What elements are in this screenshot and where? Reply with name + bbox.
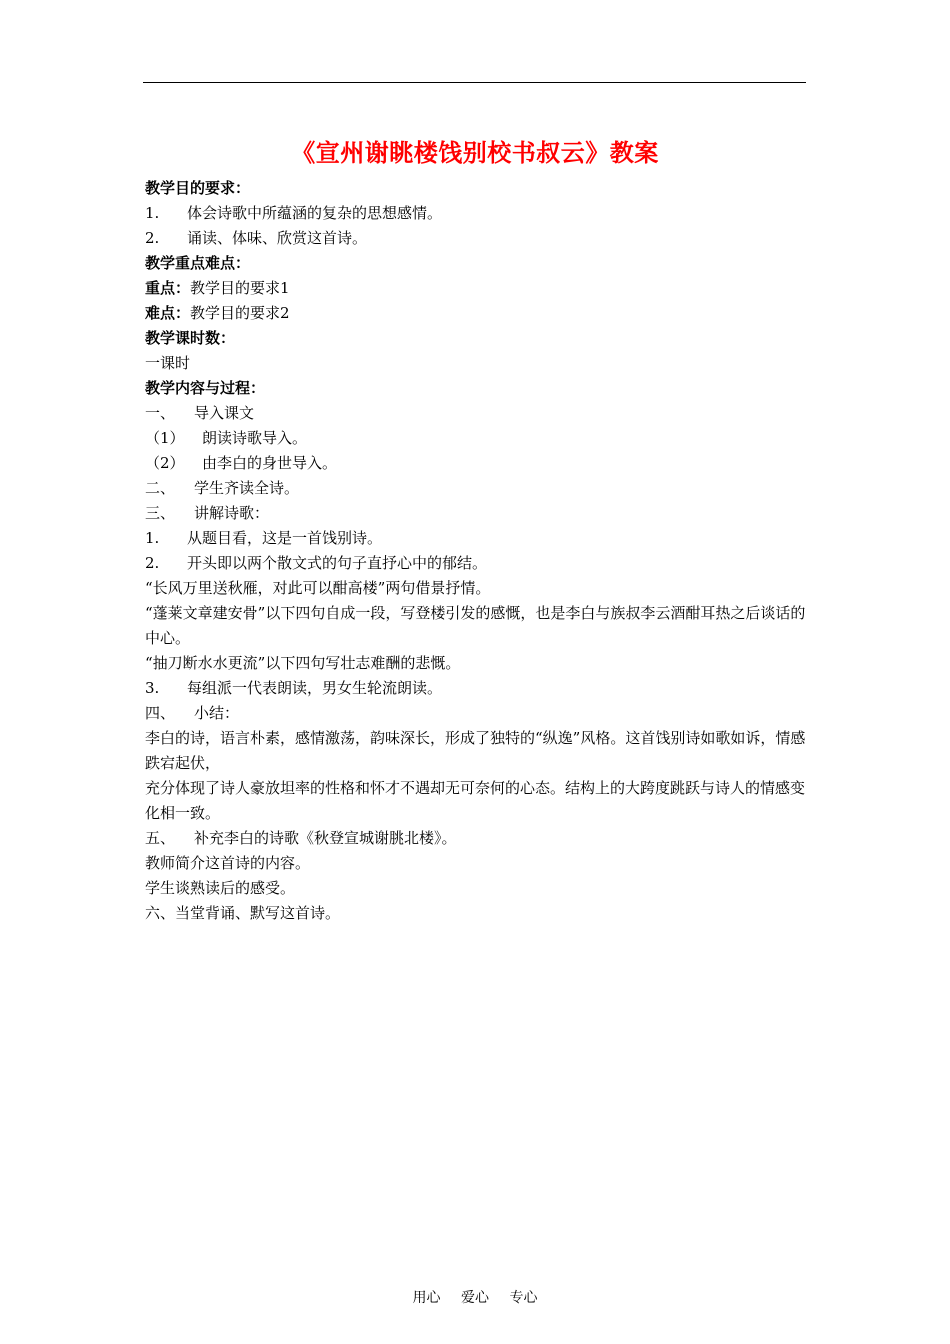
goal-text: 体会诗歌中所蕴涵的复杂的思想感情。 [187, 204, 443, 222]
goal-item [145, 226, 808, 251]
section-one-item [145, 451, 808, 476]
section-three-item [145, 676, 808, 701]
section-number: 三、 [145, 504, 176, 522]
item-text: 由李白的身世导入。 [202, 454, 338, 472]
item-text: 朗读诗歌导入。 [202, 429, 308, 447]
section-three-item [145, 526, 808, 551]
goal-text: 诵读、体味、欣赏这首诗。 [187, 229, 368, 247]
process-heading: 教学内容与过程： [145, 379, 266, 397]
section-number: 四、 [145, 704, 176, 722]
hours-heading: 教学课时数： [145, 329, 236, 347]
focus-label: 重点： [145, 279, 191, 297]
paragraph: 李白的诗，语言朴素，感情激荡，韵味深长，形成了独特的“纵逸”风格。这首饯别诗如歌如诉，情感跌宕起伏， [145, 729, 806, 772]
goals-heading: 教学目的要求： [145, 179, 251, 197]
paragraph: 充分体现了诗人豪放坦率的性格和怀才不遇却无可奈何的心态。结构上的大跨度跳跃与诗人的情感变化相一致。 [145, 779, 806, 822]
section-number: 一、 [145, 404, 176, 422]
item-text: 从题目看，这是一首饯别诗。 [187, 529, 383, 547]
header-rule [143, 82, 806, 83]
section-text: 讲解诗歌： [194, 504, 270, 522]
page-footer [0, 1287, 950, 1307]
section-one-item [145, 426, 808, 451]
section-five [145, 826, 808, 851]
footer-word: 爱心 [461, 1290, 489, 1306]
footer-word: 用心 [412, 1290, 441, 1306]
section-three-item [145, 551, 808, 576]
section-two [145, 476, 808, 501]
item-number: （1） [145, 429, 185, 447]
item-text: 开头即以两个散文式的句子直抒心中的郁结。 [187, 554, 488, 572]
item-text: 每组派一代表朗读，男女生轮流朗读。 [187, 679, 443, 697]
goal-item [145, 201, 808, 226]
item-number: 3. [145, 679, 160, 697]
item-number: 1. [145, 529, 160, 547]
footer-word: 专心 [509, 1290, 538, 1306]
item-number: （2） [145, 454, 185, 472]
section-one [145, 401, 808, 426]
paragraph: “长风万里送秋雁，对此可以酣高楼”两句借景抒情。 [145, 579, 491, 597]
difficulty-label: 难点： [145, 304, 191, 322]
focus-line [145, 276, 808, 301]
paragraph: 教师简介这首诗的内容。 [145, 854, 311, 872]
key-points-heading: 教学重点难点： [145, 254, 251, 272]
section-text: 补充李白的诗歌《秋登宣城谢朓北楼》。 [194, 829, 457, 847]
document-body [145, 176, 808, 926]
section-three [145, 501, 808, 526]
focus-text: 教学目的要求1 [190, 279, 290, 297]
hours-text: 一课时 [145, 354, 191, 372]
paragraph: “抽刀断水水更流”以下四句写壮志难酬的悲慨。 [145, 654, 461, 672]
section-number: 五、 [145, 829, 176, 847]
difficulty-text: 教学目的要求2 [190, 304, 290, 322]
item-number: 2. [145, 554, 160, 572]
goal-number: 2. [145, 229, 160, 247]
goal-number: 1. [145, 204, 160, 222]
section-four [145, 701, 808, 726]
section-text: 小结： [194, 704, 240, 722]
paragraph: “蓬莱文章建安骨”以下四句自成一段，写登楼引发的感慨，也是李白与族叔李云酒酣耳热之后谈话的中心。 [145, 604, 806, 647]
paragraph: 学生谈熟读后的感受。 [145, 879, 296, 897]
section-text: 导入课文 [194, 404, 255, 422]
document-title: 《宣州谢眺楼饯别校书叔云》教案 [291, 138, 659, 167]
difficulty-line [145, 301, 808, 326]
section-text: 学生齐读全诗。 [194, 479, 300, 497]
section-six: 六、当堂背诵、默写这首诗。 [145, 904, 341, 922]
section-number: 二、 [145, 479, 176, 497]
